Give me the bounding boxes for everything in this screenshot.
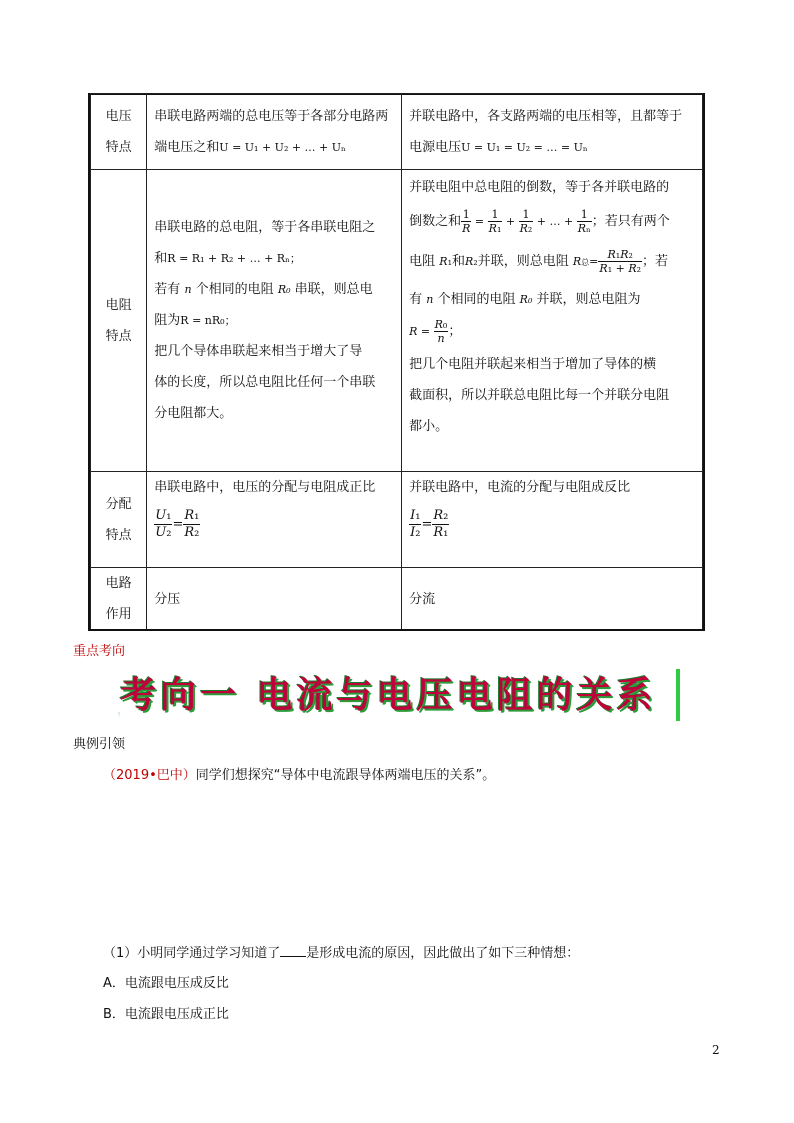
label-line: 作用: [105, 607, 132, 622]
text-fragment: 个相同的电阻: [195, 282, 274, 297]
text-line: 倒数之和 $\frac{1}{R}$ = $\frac{1}{\text{R₁}}$ + $\frac{1}{\text{R₂}}$ + … + $\frac{1}{\text{Rₙ}}$ ；若只有两个: [409, 208, 670, 235]
text-line: 有 n 个相同的电阻 R₀ 并联，则总电阻为: [409, 292, 641, 307]
comparison-table: [90, 93, 703, 631]
row-label-voltage: [91, 94, 147, 170]
series-n-formula: R = nR₀；: [180, 314, 236, 327]
parallel-voltage-text: 并联电路中，各支路两端的电压相等，且都等于电源电压: [409, 108, 683, 155]
topic-banner: [120, 669, 680, 721]
text-line: 并联电路中，电流的分配与电阻成反比: [409, 480, 631, 495]
label-line: 特点: [105, 139, 132, 155]
text-line: 都小。: [409, 419, 449, 434]
text-fragment: 若有: [154, 282, 181, 297]
answer-blank[interactable]: [280, 942, 306, 957]
option-b: B．电流跟电压成正比: [103, 1007, 229, 1022]
section-heading: 重点考向: [73, 644, 126, 659]
row-label-function: [91, 568, 147, 631]
text-line: 分电阻都大。: [154, 406, 233, 421]
text-line: [154, 243, 394, 274]
series-voltage-text: 串联电路两端的总电压等于各部分电路两端电压之和: [154, 108, 389, 155]
text-fragment: 并联，则总电阻: [477, 254, 569, 269]
table-right-border: [703, 93, 705, 631]
label-line: 电路: [105, 576, 132, 591]
series-distribution-cell: [147, 472, 402, 568]
text-line: 串联电路的总电阻，等于各串联电阻之: [154, 220, 376, 235]
text-line: [154, 305, 394, 336]
series-voltage-formula: U = U₁ + U₂ + … + Uₙ: [219, 140, 346, 154]
series-voltage-cell: [147, 94, 402, 170]
option-a: A．电流跟电压成反比: [103, 976, 229, 991]
sub-question-suffix: 是形成电流的原因，因此做出了如下三种情想：: [306, 946, 580, 961]
text-fragment: ；若只有两个: [591, 214, 670, 229]
parallel-ratio-formula: $\frac{\text{I₁}}{\text{I₂}}$ = $\frac{\text{R₂}}{\text{R₁}}$: [410, 508, 449, 540]
text-fragment: 个相同的电阻: [437, 292, 516, 307]
banner-title: 考向一 电流与电压电阻的关系: [120, 674, 657, 716]
text-line: 体的长度，所以总电阻比任何一个串联: [154, 375, 376, 390]
table-left-border: [88, 93, 90, 631]
series-sum-formula: R = R₁ + R₂ + … + Rₙ；: [167, 252, 301, 265]
label-line: 分配: [105, 496, 132, 512]
series-function-cell: 分压: [147, 568, 402, 631]
text-fragment: 有: [409, 292, 423, 307]
parallel-function-cell: 分流: [402, 568, 703, 631]
text-line: 电阻 R₁和R₂并联，则总电阻 R总= $\frac{\text{R₁R₂}}{\text{R₁ + R₂}}$ ；若: [409, 248, 669, 275]
label-line: 电阻: [105, 297, 132, 313]
text-fragment: 和: [154, 251, 168, 266]
text-line: R = $\frac{\text{R₀}}{n}$ ；: [409, 318, 462, 345]
table-bottom-border: [89, 629, 704, 631]
label-line: 特点: [105, 328, 132, 344]
text-fragment: 电阻: [409, 254, 436, 269]
sub-question-prefix: （1）小明同学通过学习知道了: [103, 946, 281, 961]
text-fragment: 阻为: [154, 313, 181, 328]
text-line: 把几个电阻并联起来相当于增加了导体的横: [409, 357, 657, 372]
sub-question-1: [103, 942, 579, 961]
text-line: 并联电阻中总电阻的倒数，等于各并联电路的: [409, 180, 670, 195]
parallel-voltage-cell: [402, 94, 703, 170]
text-line: 把几个导体串联起来相当于增大了导: [154, 344, 363, 359]
text-line: 截面积，所以并联总电阻比每一个并联分电阻: [409, 388, 670, 403]
row-label-distribution: [91, 472, 147, 568]
question-source: （2019•巴中）: [103, 768, 196, 783]
parallel-resistance-cell: [402, 170, 703, 472]
page-number: 2: [712, 1043, 720, 1057]
label-line: 特点: [105, 527, 132, 543]
series-resistance-cell: [147, 170, 402, 472]
example-heading: 典例引领: [73, 737, 126, 752]
text-fragment: 和: [451, 254, 465, 269]
text-line: 若有 n 个相同的电阻 R₀ 串联，则总电: [154, 282, 373, 297]
parallel-distribution-cell: [402, 472, 703, 568]
label-line: 电压: [105, 108, 132, 124]
text-fragment: ；若: [642, 254, 669, 269]
row-label-resistance: [91, 170, 147, 472]
question-line: [103, 764, 495, 783]
text-line: 串联电路中，电压的分配与电阻成正比: [154, 480, 376, 495]
parallel-voltage-formula: U = U₁ = U₂ = … = Uₙ: [461, 140, 588, 154]
series-ratio-formula: $\frac{\text{U₁}}{\text{U₂}}$ = $\frac{\text{R₁}}{\text{R₂}}$: [155, 508, 200, 540]
text-fragment: 并联，则总电阻为: [536, 292, 641, 307]
text-fragment: 倒数之和: [409, 214, 462, 229]
text-fragment: 串联，则总电: [294, 282, 373, 297]
question-text: 同学们想探究“导体中电流跟导体两端电压的关系”。: [195, 768, 496, 783]
